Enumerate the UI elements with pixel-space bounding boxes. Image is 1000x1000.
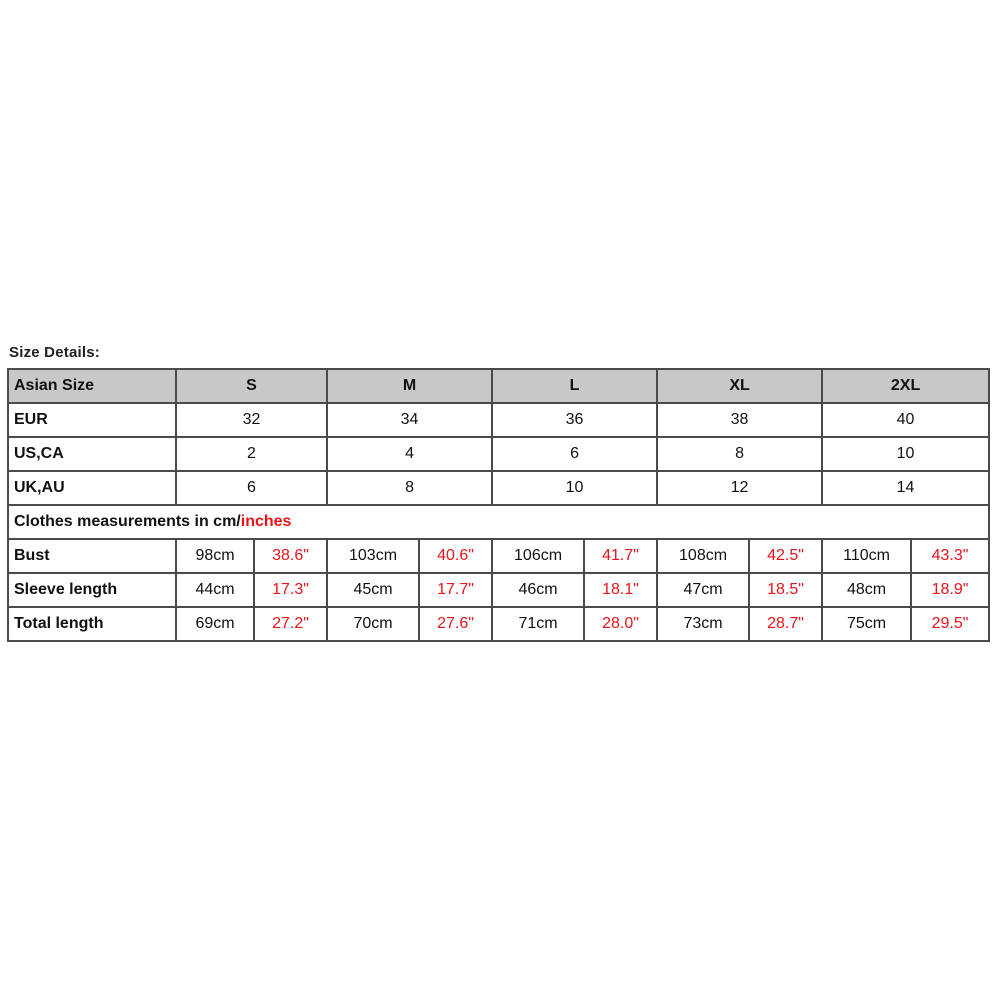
- cm-cell: 103cm: [328, 540, 420, 574]
- row-label: EUR: [9, 404, 177, 438]
- cm-cell: 69cm: [177, 608, 255, 642]
- measurement-row-total-length: [9, 608, 990, 642]
- size-header-l: L: [493, 370, 658, 404]
- inch-cell: 28.0": [585, 608, 658, 642]
- inch-cell: 29.5": [912, 608, 990, 642]
- cm-cell: 47cm: [658, 574, 750, 608]
- table-cell: 6: [177, 472, 328, 506]
- inch-cell: 17.7": [420, 574, 493, 608]
- header-label: Asian Size: [9, 370, 177, 404]
- inch-cell: 41.7": [585, 540, 658, 574]
- inch-cell: 27.6": [420, 608, 493, 642]
- table-cell: 34: [328, 404, 493, 438]
- cm-cell: 73cm: [658, 608, 750, 642]
- cm-cell: 106cm: [493, 540, 585, 574]
- cm-cell: 70cm: [328, 608, 420, 642]
- inch-cell: 17.3": [255, 574, 328, 608]
- table-cell: 36: [493, 404, 658, 438]
- measurement-row-sleeve-length: [9, 574, 990, 608]
- table-cell: 38: [658, 404, 823, 438]
- row-label: UK,AU: [9, 472, 177, 506]
- inch-cell: 27.2": [255, 608, 328, 642]
- inch-cell: 28.7": [750, 608, 823, 642]
- inch-cell: 18.1": [585, 574, 658, 608]
- measurement-section-row: [9, 506, 990, 540]
- cm-cell: 46cm: [493, 574, 585, 608]
- table-cell: 10: [493, 472, 658, 506]
- cm-cell: 110cm: [823, 540, 912, 574]
- conversion-row-us-ca: [9, 438, 990, 472]
- inch-cell: 40.6": [420, 540, 493, 574]
- cm-cell: 44cm: [177, 574, 255, 608]
- table-cell: 2: [177, 438, 328, 472]
- table-cell: 12: [658, 472, 823, 506]
- size-header-s: S: [177, 370, 328, 404]
- inch-cell: 42.5": [750, 540, 823, 574]
- size-header-m: M: [328, 370, 493, 404]
- row-label: US,CA: [9, 438, 177, 472]
- table-cell: 40: [823, 404, 990, 438]
- size-header-2xl: 2XL: [823, 370, 990, 404]
- table-cell: 8: [658, 438, 823, 472]
- size-header-xl: XL: [658, 370, 823, 404]
- row-label: Bust: [9, 540, 177, 574]
- inch-cell: 18.9": [912, 574, 990, 608]
- inch-cell: 18.5": [750, 574, 823, 608]
- cm-cell: 98cm: [177, 540, 255, 574]
- page-title: Size Details:: [9, 344, 100, 361]
- inch-cell: 43.3": [912, 540, 990, 574]
- table-cell: 4: [328, 438, 493, 472]
- cm-cell: 45cm: [328, 574, 420, 608]
- conversion-row-eur: [9, 404, 990, 438]
- table-cell: 32: [177, 404, 328, 438]
- cm-cell: 71cm: [493, 608, 585, 642]
- inch-cell: 38.6": [255, 540, 328, 574]
- cm-cell: 108cm: [658, 540, 750, 574]
- measurement-row-bust: [9, 540, 990, 574]
- section-heading-highlight: inches: [240, 513, 292, 530]
- section-heading: [9, 506, 990, 540]
- cm-cell: 48cm: [823, 574, 912, 608]
- row-label: Total length: [9, 608, 177, 642]
- table-cell: 14: [823, 472, 990, 506]
- size-header-row: [9, 370, 990, 404]
- section-heading-prefix: Clothes measurements in cm/: [14, 513, 241, 530]
- table-cell: 6: [493, 438, 658, 472]
- cm-cell: 75cm: [823, 608, 912, 642]
- size-chart-table: [7, 368, 990, 642]
- table-cell: 8: [328, 472, 493, 506]
- table-cell: 10: [823, 438, 990, 472]
- conversion-row-uk-au: [9, 472, 990, 506]
- row-label: Sleeve length: [9, 574, 177, 608]
